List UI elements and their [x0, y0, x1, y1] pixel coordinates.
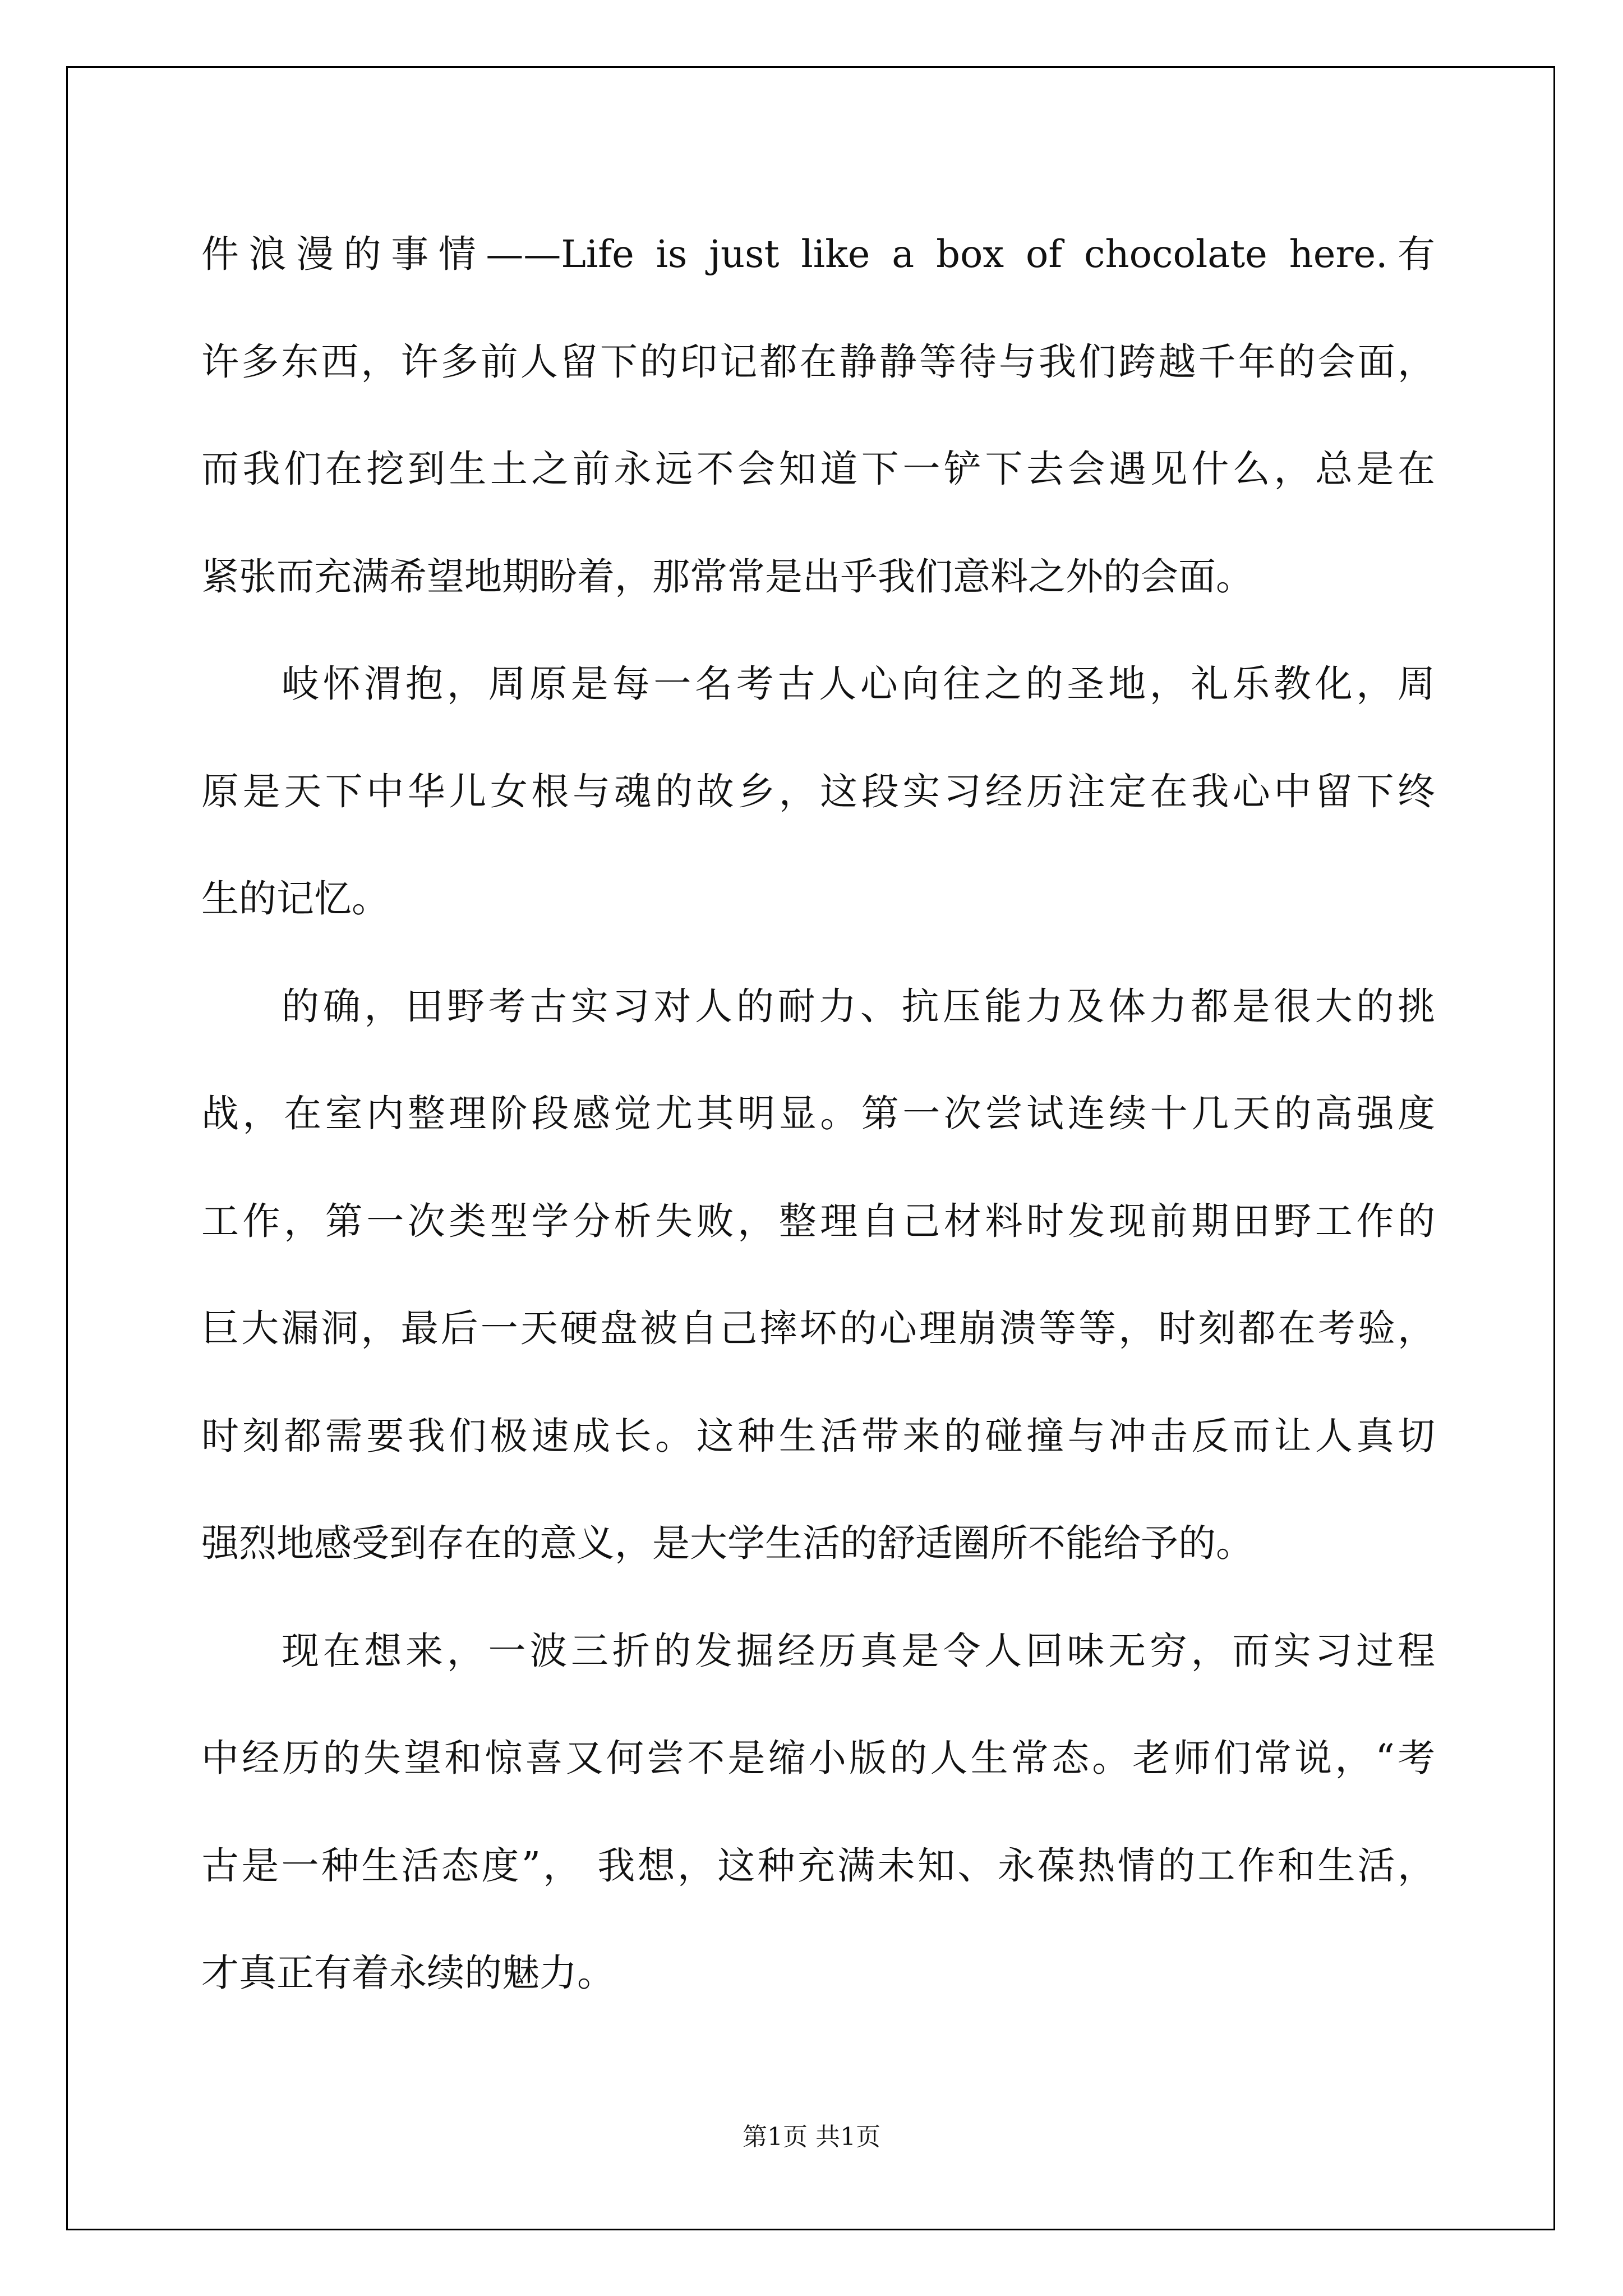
document-body: [201, 218, 1435, 2044]
text-line: 而我们在挖到生土之前永远不会知道下一铲下去会遇见什么，总是在: [201, 447, 1435, 491]
text-line: 紧张而充满希望地期盼着，那常常是出乎我们意料之外的会面。: [201, 554, 1253, 599]
text-line: 许多东西，许多前人留下的印记都在静静等待与我们跨越千年的会面，: [201, 339, 1435, 384]
paragraph-first-line: 现在想来，一波三折的发掘经历真是令人回味无穷，而实习过程: [282, 1628, 1435, 1673]
text-line: 才真正有着永续的魅力。: [201, 1951, 615, 1995]
text-line: 原是天下中华儿女根与魂的故乡，这段实习经历注定在我心中留下终: [201, 769, 1435, 813]
paragraph-first-line: 的确，田野考古实习对人的耐力、抗压能力及体力都是很大的挑: [282, 984, 1435, 1028]
text-line: 强烈地感受到存在的意义，是大学生活的舒适圈所不能给予的。: [201, 1521, 1253, 1565]
text-line: 巨大漏洞，最后一天硬盘被自己摔坏的心理崩溃等等，时刻都在考验，: [201, 1306, 1435, 1350]
text-line: 中经历的失望和惊喜又何尝不是缩小版的人生常态。老师们常说，“考: [201, 1736, 1435, 1780]
text-line: 件浪漫的事情——Life is just like a box of chocolate here.有: [201, 232, 1435, 276]
text-line: 时刻都需要我们极速成长。这种生活带来的碰撞与冲击反而让人真切: [201, 1414, 1435, 1458]
text-line: 工作，第一次类型学分析失败，整理自己材料时发现前期田野工作的: [201, 1199, 1435, 1243]
text-line: 生的记忆。: [201, 877, 389, 921]
text-line: 古是一种生活态度”， 我想，这种充满未知、永葆热情的工作和生活，: [201, 1843, 1436, 1888]
paragraph-first-line: 岐怀渭抱，周原是每一名考古人心向往之的圣地，礼乐教化，周: [282, 662, 1435, 706]
page-number-footer: 第1页 共1页: [743, 2123, 880, 2151]
text-line: 战，在室内整理阶段感觉尤其明显。第一次尝试连续十几天的高强度: [201, 1092, 1435, 1135]
